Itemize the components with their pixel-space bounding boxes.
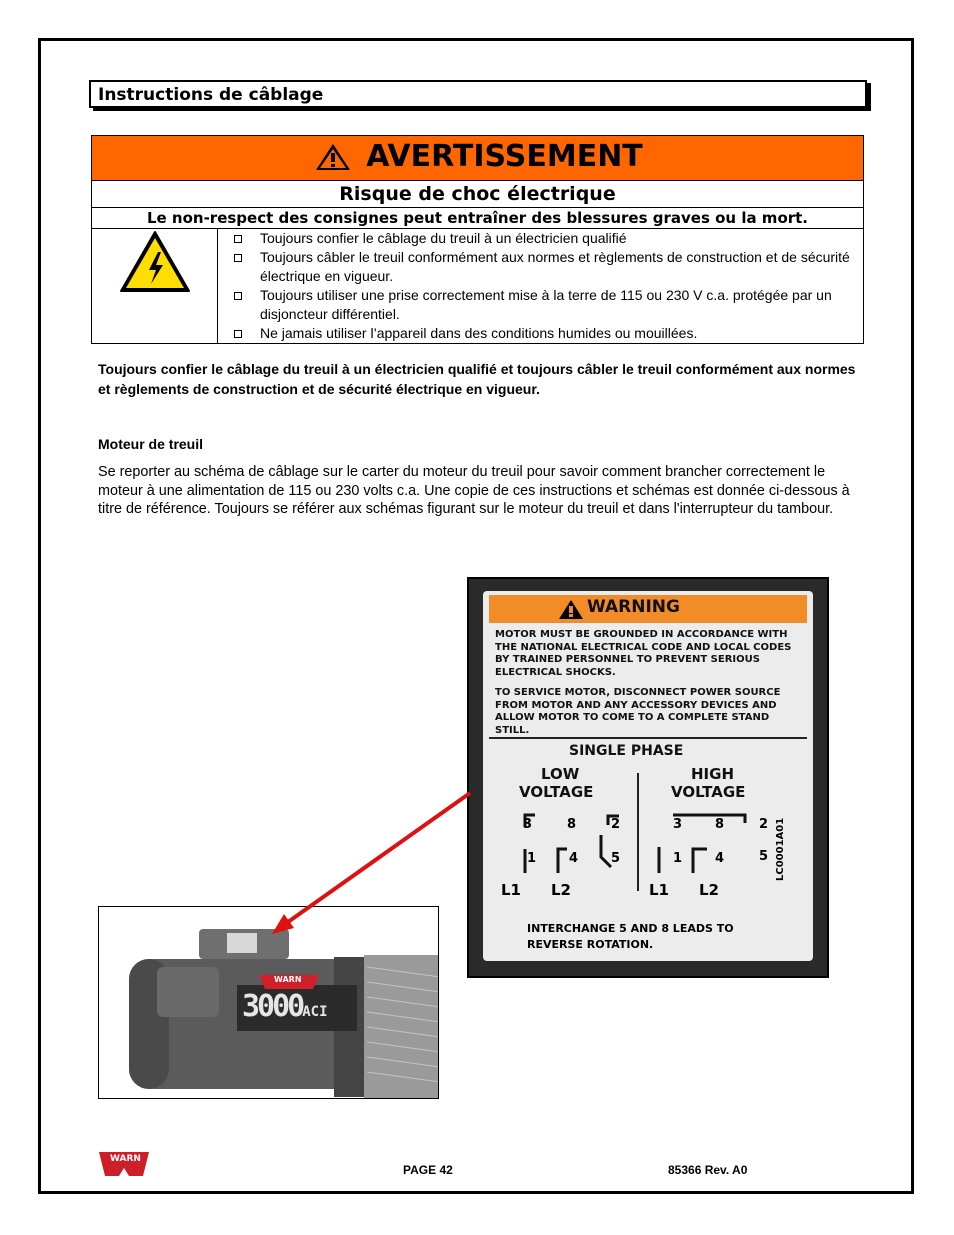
warning-triangle-icon	[312, 140, 354, 173]
risk-title: Risque de choc électrique	[92, 181, 864, 208]
electric-hazard-icon	[119, 230, 191, 294]
low-line-l1: L1	[501, 881, 521, 899]
high-line-l2: L2	[699, 881, 719, 899]
section-title: Instructions de câblage	[89, 80, 867, 108]
winch-model-number: 3000	[242, 989, 303, 1024]
hazard-icon-cell	[92, 229, 218, 344]
list-item	[232, 229, 861, 248]
label-warning-word: WARNING	[587, 597, 680, 617]
warning-title: AVERTISSEMENT	[366, 139, 643, 174]
low-terminal-1: 1	[527, 851, 537, 866]
warn-logo-text: WARN	[110, 1154, 141, 1164]
high-terminal-4: 4	[715, 851, 725, 866]
intro-paragraph: Toujours confier le câblage du treuil à un électricien qualifié et toujours câbler le treuil conformément aux normes et règlements de construction et de sécurité électrique en vigueur.	[98, 361, 856, 397]
motor-heading: Moteur de treuil	[98, 436, 204, 452]
checkbox-bullet-icon	[234, 330, 242, 338]
list-item	[232, 248, 861, 286]
list-item-text: Toujours câbler le treuil conformément aux normes et règlements de construction et de sécurité électrique en vigueur.	[260, 249, 850, 284]
list-item-text: Ne jamais utiliser l’appareil dans des conditions humides ou mouillées.	[260, 325, 698, 341]
label-phase: SINGLE PHASE	[569, 743, 684, 759]
list-item	[232, 324, 861, 343]
motor-paragraph: Se reporter au schéma de câblage sur le carter du moteur du treuil pour savoir comment brancher correctement le moteur à une alimentation de 115 ou 230 volts c.a. Une copie de ces instructions et schémas est donnée ci-dessous à titre de référence. Toujours se référer aux schémas figurant sur le moteur du treuil et dans l'interrupteur du tambour.	[98, 464, 850, 517]
low-terminal-5: 5	[611, 851, 621, 866]
winch-photo	[98, 906, 439, 1099]
warning-list	[218, 229, 863, 343]
label-text-2: TO SERVICE MOTOR, DISCONNECT POWER SOURCE FROM MOTOR AND ANY ACCESSORY DEVICES AND ALLOW MOTOR TO COME TO A COMPLETE STAND STILL.	[495, 687, 781, 736]
label-low-voltage: VOLTAGE	[519, 783, 594, 801]
checkbox-bullet-icon	[234, 254, 242, 262]
list-item-text: Toujours utiliser une prise correctement mise à la terre de 115 ou 230 V c.a. protégée par un disjoncteur différentiel.	[260, 287, 832, 322]
label-high: HIGH	[691, 765, 735, 783]
warning-table	[91, 135, 864, 344]
list-item	[232, 286, 861, 324]
high-terminal-1: 1	[673, 851, 683, 866]
label-low: LOW	[541, 765, 580, 783]
low-line-l2: L2	[551, 881, 571, 899]
winch-brand: WARN	[274, 975, 302, 984]
label-note: INTERCHANGE 5 AND 8 LEADS TO REVERSE ROTATION.	[527, 922, 734, 951]
high-terminal-8: 8	[715, 817, 725, 832]
list-item-text: Toujours confier le câblage du treuil à un électricien qualifié	[260, 230, 627, 246]
high-terminal-3: 3	[673, 817, 683, 832]
document-revision: 85366 Rev. A0	[668, 1163, 748, 1177]
warning-header	[92, 136, 864, 181]
winch-model-suffix: ACI	[302, 1004, 328, 1020]
wiring-label	[483, 591, 813, 961]
low-terminal-2: 2	[611, 817, 621, 832]
label-high-voltage: VOLTAGE	[671, 783, 746, 801]
warning-items-cell	[218, 229, 864, 344]
low-terminal-4: 4	[569, 851, 579, 866]
label-code: LC0001A01	[775, 817, 786, 881]
label-text-1: MOTOR MUST BE GROUNDED IN ACCORDANCE WITH THE NATIONAL ELECTRICAL CODE AND LOCAL CODES BY TRAINED PERSONNEL TO PREVENT SERIOUS ELECTRICAL SHOCKS.	[495, 629, 792, 678]
high-terminal-5: 5	[759, 849, 769, 864]
warn-logo	[99, 1152, 149, 1180]
checkbox-bullet-icon	[234, 292, 242, 300]
winch-model	[242, 989, 328, 1024]
checkbox-bullet-icon	[234, 235, 242, 243]
page-number: PAGE 42	[403, 1163, 453, 1177]
consequence-text: Le non-respect des consignes peut entraîner des blessures graves ou la mort.	[92, 208, 864, 229]
wiring-label-photo	[467, 577, 829, 978]
high-terminal-2: 2	[759, 817, 769, 832]
high-line-l1: L1	[649, 881, 669, 899]
low-terminal-3: 3	[523, 817, 533, 832]
low-terminal-8: 8	[567, 817, 577, 832]
